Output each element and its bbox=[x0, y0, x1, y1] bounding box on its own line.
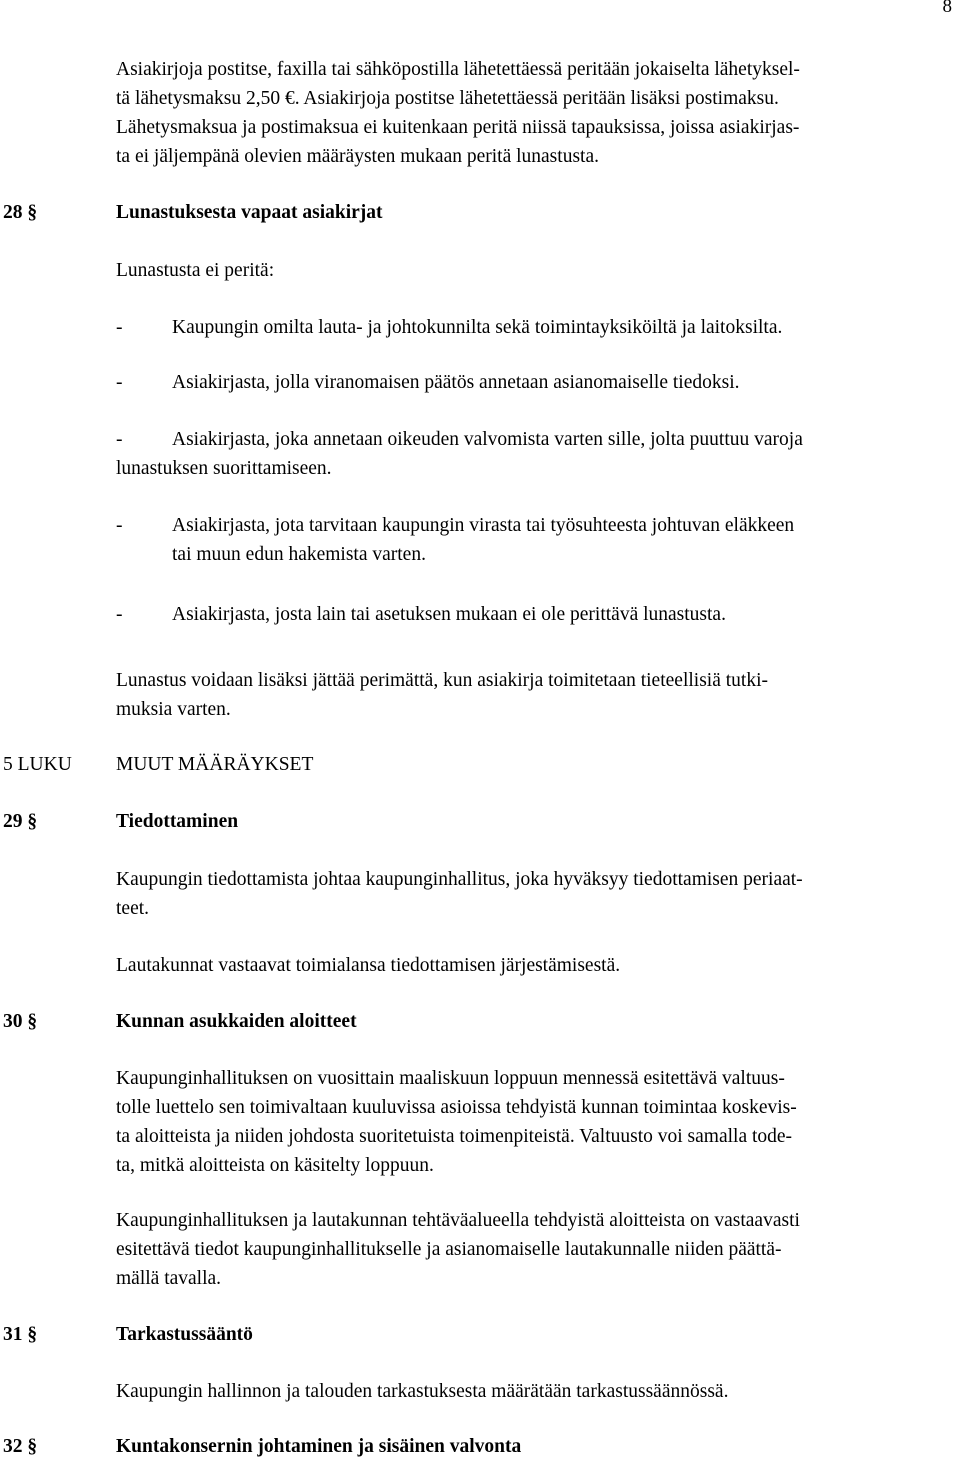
list-dash: - bbox=[116, 515, 123, 536]
list-item-text: Asiakirjasta, joka annetaan oikeuden valvomista varten sille, jolta puuttuu varoja bbox=[172, 429, 803, 450]
list-dash: - bbox=[116, 429, 123, 450]
text-line: Lähetysmaksua ja postimaksua ei kuitenkaan peritä niissä tapauksissa, joissa asiakirjas- bbox=[116, 117, 800, 138]
section-number: 29 § bbox=[3, 811, 38, 832]
section-number: 30 § bbox=[3, 1011, 38, 1032]
section-title: Kuntakonsernin johtaminen ja sisäinen valvonta bbox=[116, 1436, 522, 1457]
text-line: Lautakunnat vastaavat toimialansa tiedottamisen järjestämisestä. bbox=[116, 955, 621, 976]
list-item-text: Asiakirjasta, josta lain tai asetuksen mukaan ei ole perittävä lunastusta. bbox=[172, 604, 726, 625]
text-line: esitettävä tiedot kaupunginhallitukselle ja asianomaiselle lautakunnalle niiden päättä- bbox=[116, 1239, 782, 1260]
chapter-title: MUUT MÄÄRÄYKSET bbox=[116, 754, 314, 775]
text-line: ta ei jäljempänä olevien määräysten mukaan peritä lunastusta. bbox=[116, 146, 599, 167]
text-line: tolle luettelo sen toimivaltaan kuuluvissa asioissa tehdyistä kunnan toimintaa koskevis- bbox=[116, 1097, 797, 1118]
text-line: ta aloitteista ja niiden johdosta suoritetuista toimenpiteistä. Valtuusto voi samalla tode- bbox=[116, 1126, 793, 1147]
list-item-text: Asiakirjasta, jolla viranomaisen päätös annetaan asianomaiselle tiedoksi. bbox=[172, 372, 740, 393]
text-line: teet. bbox=[116, 898, 150, 919]
list-item-text: Asiakirjasta, jota tarvitaan kaupungin virasta tai työsuhteesta johtuvan eläkkeen bbox=[172, 515, 795, 536]
section-number: 32 § bbox=[3, 1436, 38, 1457]
text-line: mällä tavalla. bbox=[116, 1268, 222, 1289]
text-line: Kaupunginhallituksen ja lautakunnan tehtäväalueella tehdyistä aloitteista on vastaavasti bbox=[116, 1210, 800, 1231]
text-line: ta, mitkä aloitteista on käsitelty loppuun. bbox=[116, 1155, 434, 1176]
list-item-continuation: tai muun edun hakemista varten. bbox=[172, 544, 426, 565]
text-line: Kaupungin hallinnon ja talouden tarkastuksesta määrätään tarkastussäännössä. bbox=[116, 1381, 729, 1402]
section-number: 31 § bbox=[3, 1324, 38, 1345]
text-line: Kaupunginhallituksen on vuosittain maaliskuun loppuun mennessä esitettävä valtuus- bbox=[116, 1068, 785, 1089]
text-line: tä lähetysmaksu 2,50 €. Asiakirjoja postitse lähetettäessä peritään lisäksi postimaksu. bbox=[116, 88, 779, 109]
section-number: 28 § bbox=[3, 202, 38, 223]
section-title: Lunastuksesta vapaat asiakirjat bbox=[116, 202, 383, 223]
list-dash: - bbox=[116, 317, 123, 338]
text-line: Kaupungin tiedottamista johtaa kaupunginhallitus, joka hyväksyy tiedottamisen periaat- bbox=[116, 869, 803, 890]
section-title: Tiedottaminen bbox=[116, 811, 239, 832]
page-number: 8 bbox=[942, 0, 952, 17]
chapter-number: 5 LUKU bbox=[3, 754, 72, 775]
list-item-continuation: lunastuksen suorittamiseen. bbox=[116, 458, 332, 479]
text-line: muksia varten. bbox=[116, 699, 231, 720]
list-dash: - bbox=[116, 604, 123, 625]
text-line: Lunastus voidaan lisäksi jättää perimättä, kun asiakirja toimitetaan tieteellisiä tutki- bbox=[116, 670, 768, 691]
list-item-text: Kaupungin omilta lauta- ja johtokunnilta sekä toimintayksiköiltä ja laitoksilta. bbox=[172, 317, 783, 338]
text-line: Asiakirjoja postitse, faxilla tai sähköpostilla lähetettäessä peritään jokaiselta lähetyksel- bbox=[116, 59, 800, 80]
section-title: Kunnan asukkaiden aloitteet bbox=[116, 1011, 357, 1032]
list-dash: - bbox=[116, 372, 123, 393]
section-lead: Lunastusta ei peritä: bbox=[116, 260, 275, 281]
section-title: Tarkastussääntö bbox=[116, 1324, 253, 1345]
